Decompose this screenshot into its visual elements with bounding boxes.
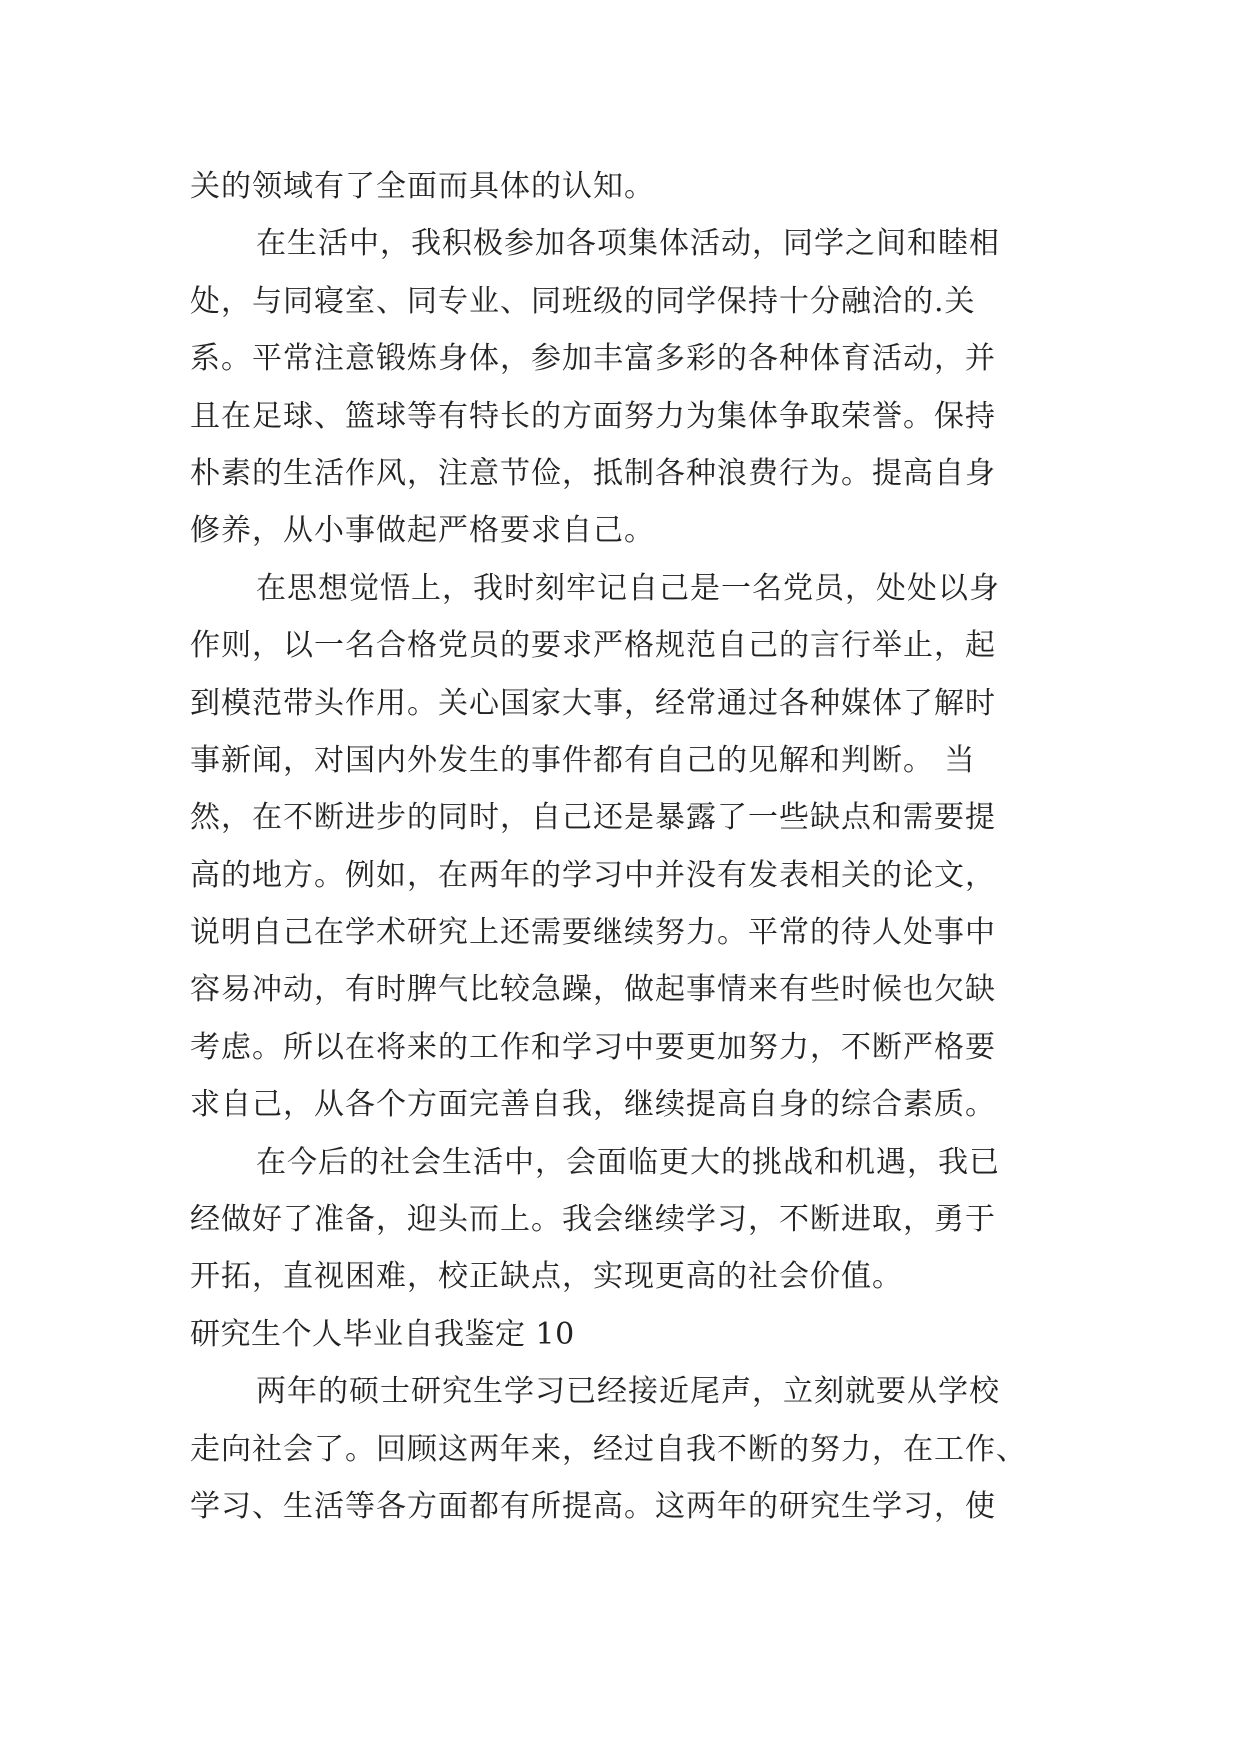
text-line: 然，在不断进步的同时，自己还是暴露了一些缺点和需要提 [190,800,996,836]
text-line: 考虑。所以在将来的工作和学习中要更加努力，不断严格要 [190,1029,996,1065]
paragraph-start-line: 在生活中，我积极参加各项集体活动，同学之间和睦相 [256,226,1000,262]
text-line: 经做好了准备，迎头而上。我会继续学习，不断进取，勇于 [190,1202,996,1238]
text-line: 求自己，从各个方面完善自我，继续提高自身的综合素质。 [190,1087,996,1123]
text-line: 朴素的生活作风，注意节俭，抵制各种浪费行为。提高自身 [190,455,996,491]
text-line: 处，与同寝室、同专业、同班级的同学保持十分融洽的.关 [190,283,976,319]
paragraph-start-line: 在今后的社会生活中，会面临更大的挑战和机遇，我已 [256,1144,1000,1180]
text-line: 学习、生活等各方面都有所提高。这两年的研究生学习，使 [190,1488,996,1524]
text-line: 修养，从小事做起严格要求自己。 [190,513,655,549]
text-line: 关的领域有了全面而具体的认知。 [190,169,655,204]
section-heading: 研究生个人毕业自我鉴定 10 [190,1316,575,1352]
document-body [190,158,1060,1535]
text-line: 事新闻，对国内外发生的事件都有自己的见解和判断。 当 [190,742,976,778]
text-line: 走向社会了。回顾这两年来，经过自我不断的努力，在工作、 [190,1431,1027,1467]
text-line: 作则，以一名合格党员的要求严格规范自己的言行举止，起 [190,628,996,664]
text-line: 系。平常注意锻炼身体，参加丰富多彩的各种体育活动，并 [190,341,996,377]
text-line: 说明自己在学术研究上还需要继续努力。平常的待人处事中 [190,915,996,951]
text-line: 开拓，直视困难，校正缺点，实现更高的社会价值。 [190,1259,903,1295]
paragraph-start-line: 两年的硕士研究生学习已经接近尾声，立刻就要从学校 [256,1374,1000,1410]
text-line: 容易冲动，有时脾气比较急躁，做起事情来有些时候也欠缺 [190,972,996,1008]
paragraph-start-line: 在思想觉悟上，我时刻牢记自己是一名党员，处处以身 [256,570,1000,606]
text-line: 高的地方。例如，在两年的学习中并没有发表相关的论文， [190,857,996,893]
text-line: 到模范带头作用。关心国家大事，经常通过各种媒体了解时 [190,685,996,721]
text-line: 且在足球、篮球等有特长的方面努力为集体争取荣誉。保持 [190,398,996,434]
